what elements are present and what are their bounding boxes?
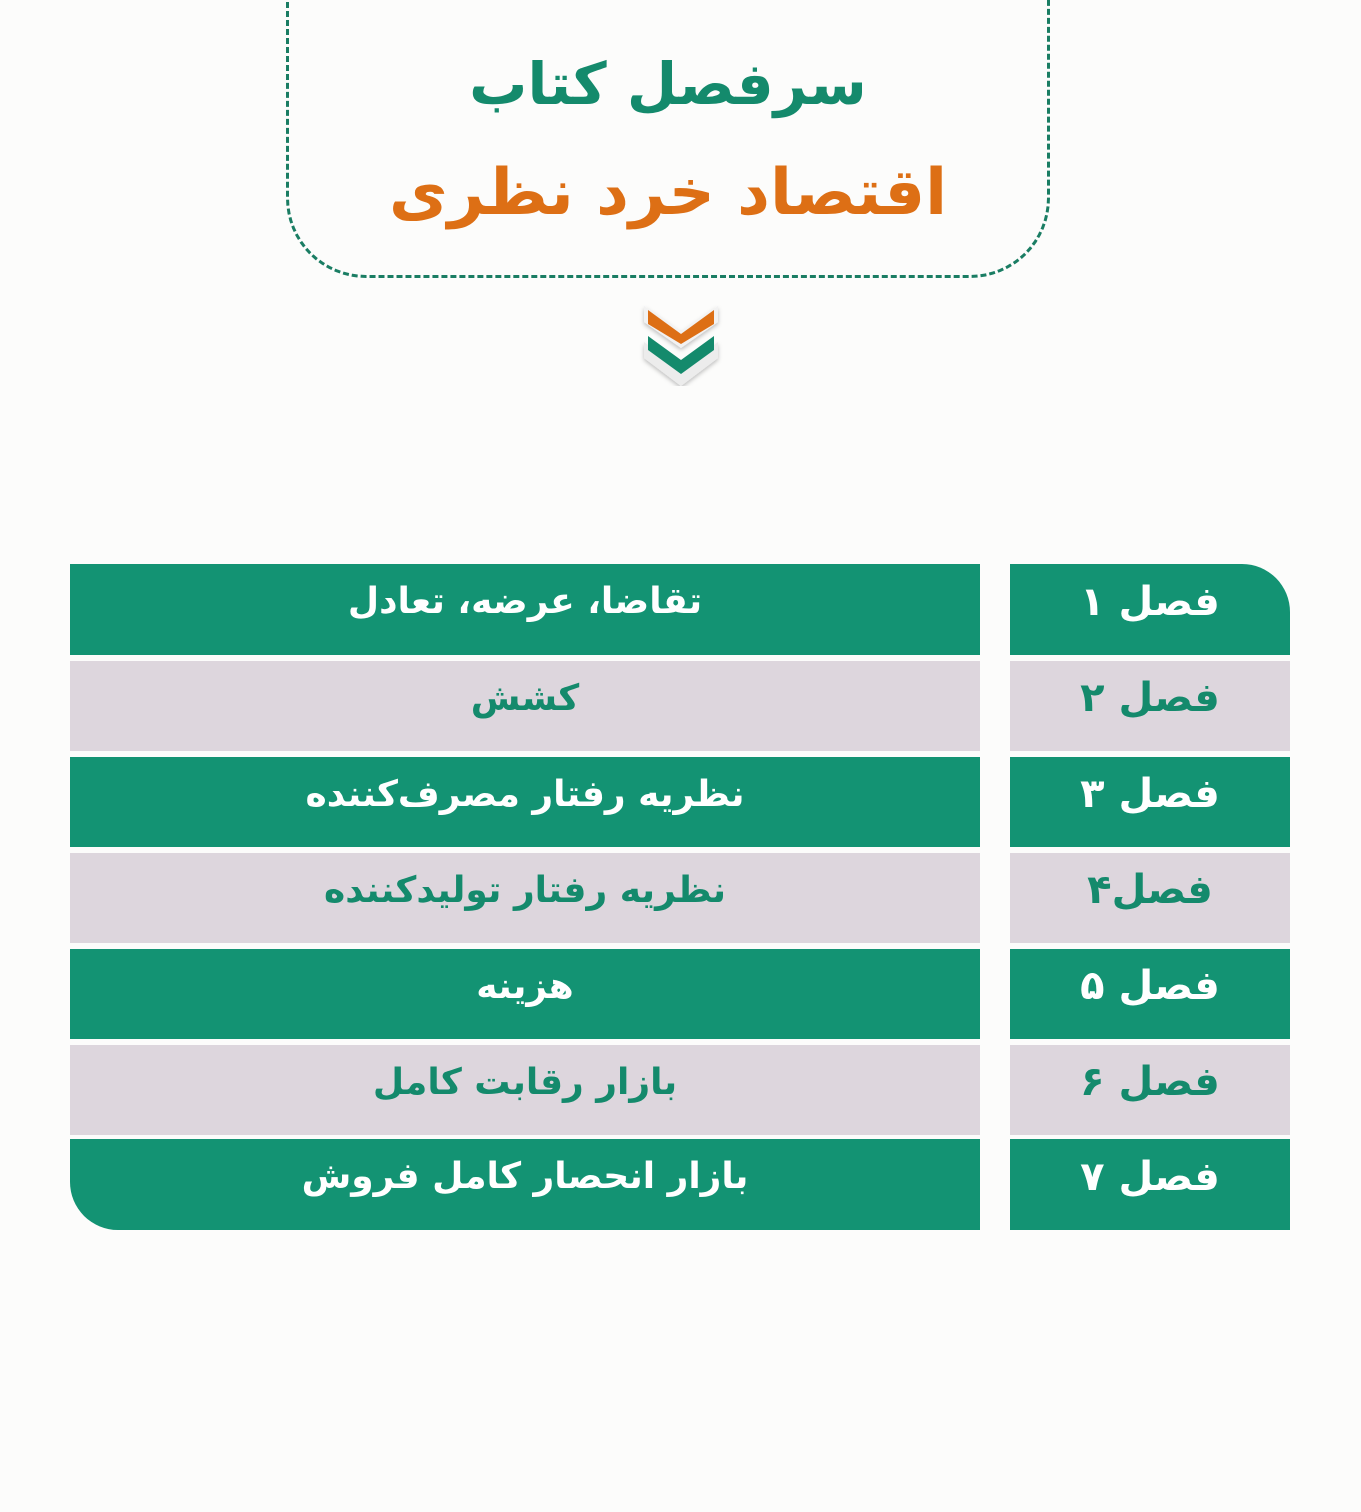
chapter-number: فصل ۷: [1010, 1139, 1290, 1230]
chapter-title: کشش: [70, 661, 980, 751]
chapters-table: [70, 564, 1290, 1230]
chapter-title: نظریه رفتار مصرف‌کننده: [70, 757, 980, 847]
chapter-number: فصل۴: [1010, 853, 1290, 943]
chapter-number: فصل ۵: [1010, 949, 1290, 1039]
page-title: سرفصل کتاب: [469, 50, 867, 118]
chapter-title: تقاضا، عرضه، تعادل: [70, 564, 980, 655]
chapter-title: نظریه رفتار تولیدکننده: [70, 853, 980, 943]
double-chevron-down-icon: [638, 298, 724, 386]
chapter-number: فصل ۲: [1010, 661, 1290, 751]
chapter-number: فصل ۱: [1010, 564, 1290, 655]
chapter-number: فصل ۳: [1010, 757, 1290, 847]
chapter-title: هزینه: [70, 949, 980, 1039]
title-box: [286, 0, 1050, 278]
book-title: اقتصاد خرد نظری: [388, 156, 948, 230]
chapter-title: بازار انحصار کامل فروش: [70, 1139, 980, 1230]
chapter-title: بازار رقابت کامل: [70, 1045, 980, 1135]
chapter-number: فصل ۶: [1010, 1045, 1290, 1135]
